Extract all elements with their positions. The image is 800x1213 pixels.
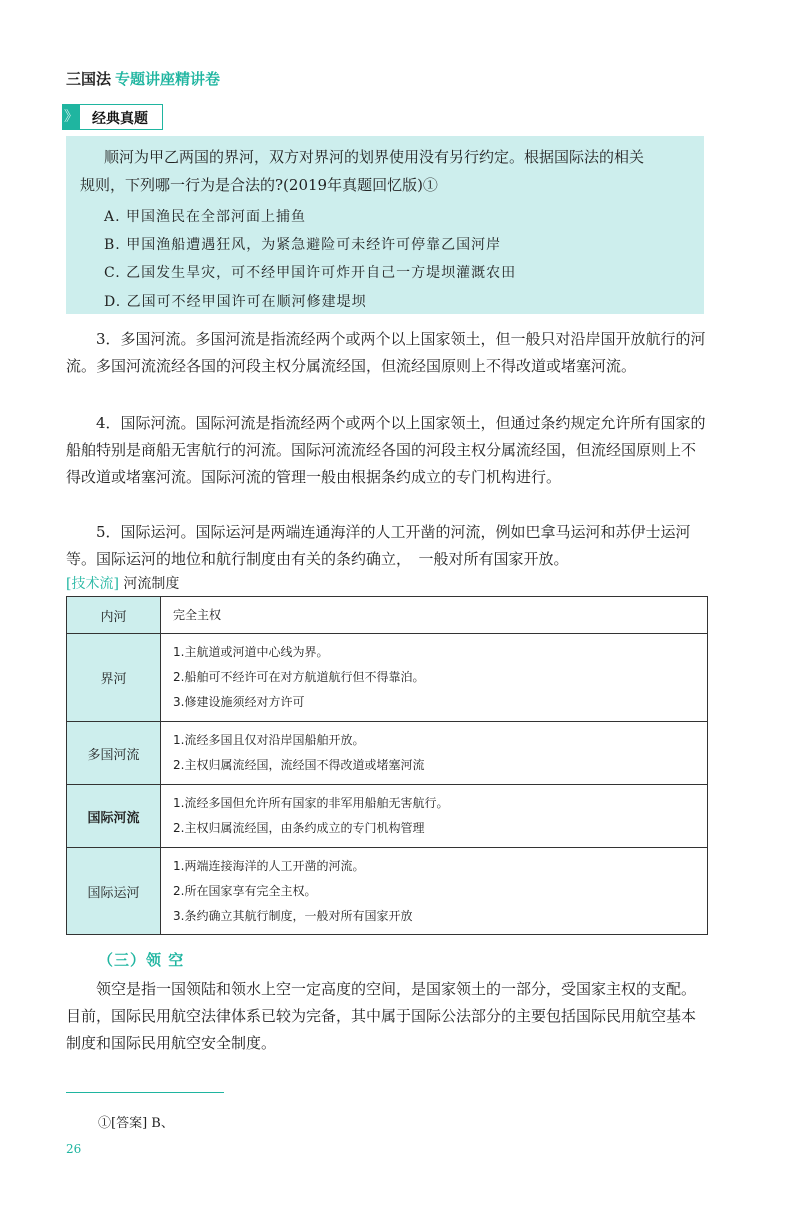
row-content xyxy=(161,722,708,785)
tech-bracket: [技术流] xyxy=(66,576,119,592)
paragraph-multinational-rivers: 3．多国河流。多国河流是指流经两个或两个以上国家领土，但一般只对沿岸国开放航行的河流。多国河流流经各国的河段主权分属流经国，但流经国原则上不得改道或堵塞河流。 xyxy=(66,330,706,375)
row-line: 1.两端连接海洋的人工开凿的河流。 xyxy=(173,858,365,873)
row-content xyxy=(161,597,708,634)
paragraph-international-canals: 5．国际运河。国际运河是两端连通海洋的人工开凿的河流，例如巴拿马运河和苏伊士运河等。国际运河的地位和航行制度由有关的条约确立， 一般对所有国家开放。 xyxy=(66,523,691,568)
row-line: 3.修建设施须经对方许可 xyxy=(173,695,305,709)
row-name: 多国河流 xyxy=(67,722,161,785)
question-stem-line1: 顺河为甲乙两国的界河，双方对界河的划界使用没有另行约定。根据国际法的相关 xyxy=(104,148,645,166)
option-a: A. 甲国渔民在全部河面上捕鱼 xyxy=(104,209,307,225)
row-line: 2.所在国家享有完全主权。 xyxy=(173,883,317,898)
paragraph-airspace: 领空是指一国领陆和领水上空一定高度的空间，是国家领土的一部分，受国家主权的支配。目前，国际民用航空法律体系已较为完备，其中属于国际公法部分的主要包括国际民用航空基本制度和国际民用航空安全制度。 xyxy=(66,980,697,1052)
row-line: 2.主权归属流经国，由条约成立的专门机构管理 xyxy=(173,821,425,835)
tech-heading xyxy=(66,573,179,593)
header-title: 三国法 xyxy=(66,70,112,88)
row-content xyxy=(161,848,708,935)
row-line: 2.主权归属流经国，流经国不得改道或堵塞河流 xyxy=(173,758,425,772)
table-row xyxy=(67,634,708,722)
table-row xyxy=(67,722,708,785)
tech-title: 河流制度 xyxy=(123,576,180,592)
row-line: 2.船舶可不经许可在对方航道航行但不得靠泊。 xyxy=(173,670,425,684)
classic-questions-tag xyxy=(62,104,163,130)
header-subtitle: 专题讲座精讲卷 xyxy=(115,70,221,88)
table-row xyxy=(67,785,708,848)
footnote-divider xyxy=(66,1092,224,1093)
table-row xyxy=(67,848,708,935)
classic-label: 经典真题 xyxy=(92,111,148,127)
table-row xyxy=(67,597,708,634)
option-d: D. 乙国可不经甲国许可在顺河修建堤坝 xyxy=(104,294,367,310)
row-line: 1.流经多国但允许所有国家的非军用船舶无害航行。 xyxy=(173,796,449,810)
row-name: 内河 xyxy=(67,597,161,634)
row-name: 界河 xyxy=(67,634,161,722)
question-stem-line2: 规则，下列哪一行为是合法的?(2019年真题回忆版)① xyxy=(80,176,438,194)
option-c: C. 乙国发生旱灾，可不经甲国许可炸开自己一方堤坝灌溉农田 xyxy=(104,265,517,281)
river-regime-table xyxy=(66,596,708,935)
row-name: 国际运河 xyxy=(67,848,161,935)
row-content xyxy=(161,634,708,722)
question-box xyxy=(66,136,704,314)
row-name: 国际河流 xyxy=(67,785,161,848)
footnote: ①[答案] B、 xyxy=(98,1116,174,1131)
double-chevron-icon: 》 xyxy=(62,105,80,129)
running-header xyxy=(66,68,220,89)
page-number: 26 xyxy=(66,1142,82,1156)
section-airspace-title: （三）领 空 xyxy=(98,951,185,969)
row-line: 1.主航道或河道中心线为界。 xyxy=(173,645,329,659)
row-line: 完全主权 xyxy=(173,607,222,622)
paragraph-international-rivers: 4．国际河流。国际河流是指流经两个或两个以上国家领土，但通过条约规定允许所有国家的船舶特别是商船无害航行的河流。国际河流流经各国的河段主权分属流经国，但流经国原则上不得改道或堵塞河流。国际河流的管理一般由根据条约成立的专门机构进行。 xyxy=(66,414,706,486)
row-content xyxy=(161,785,708,848)
row-line: 1.流经多国且仅对沿岸国船舶开放。 xyxy=(173,733,365,747)
row-line: 3.条约确立其航行制度，一般对所有国家开放 xyxy=(173,908,413,923)
option-b: B. 甲国渔船遭遇狂风，为紧急避险可未经许可停靠乙国河岸 xyxy=(104,237,502,253)
